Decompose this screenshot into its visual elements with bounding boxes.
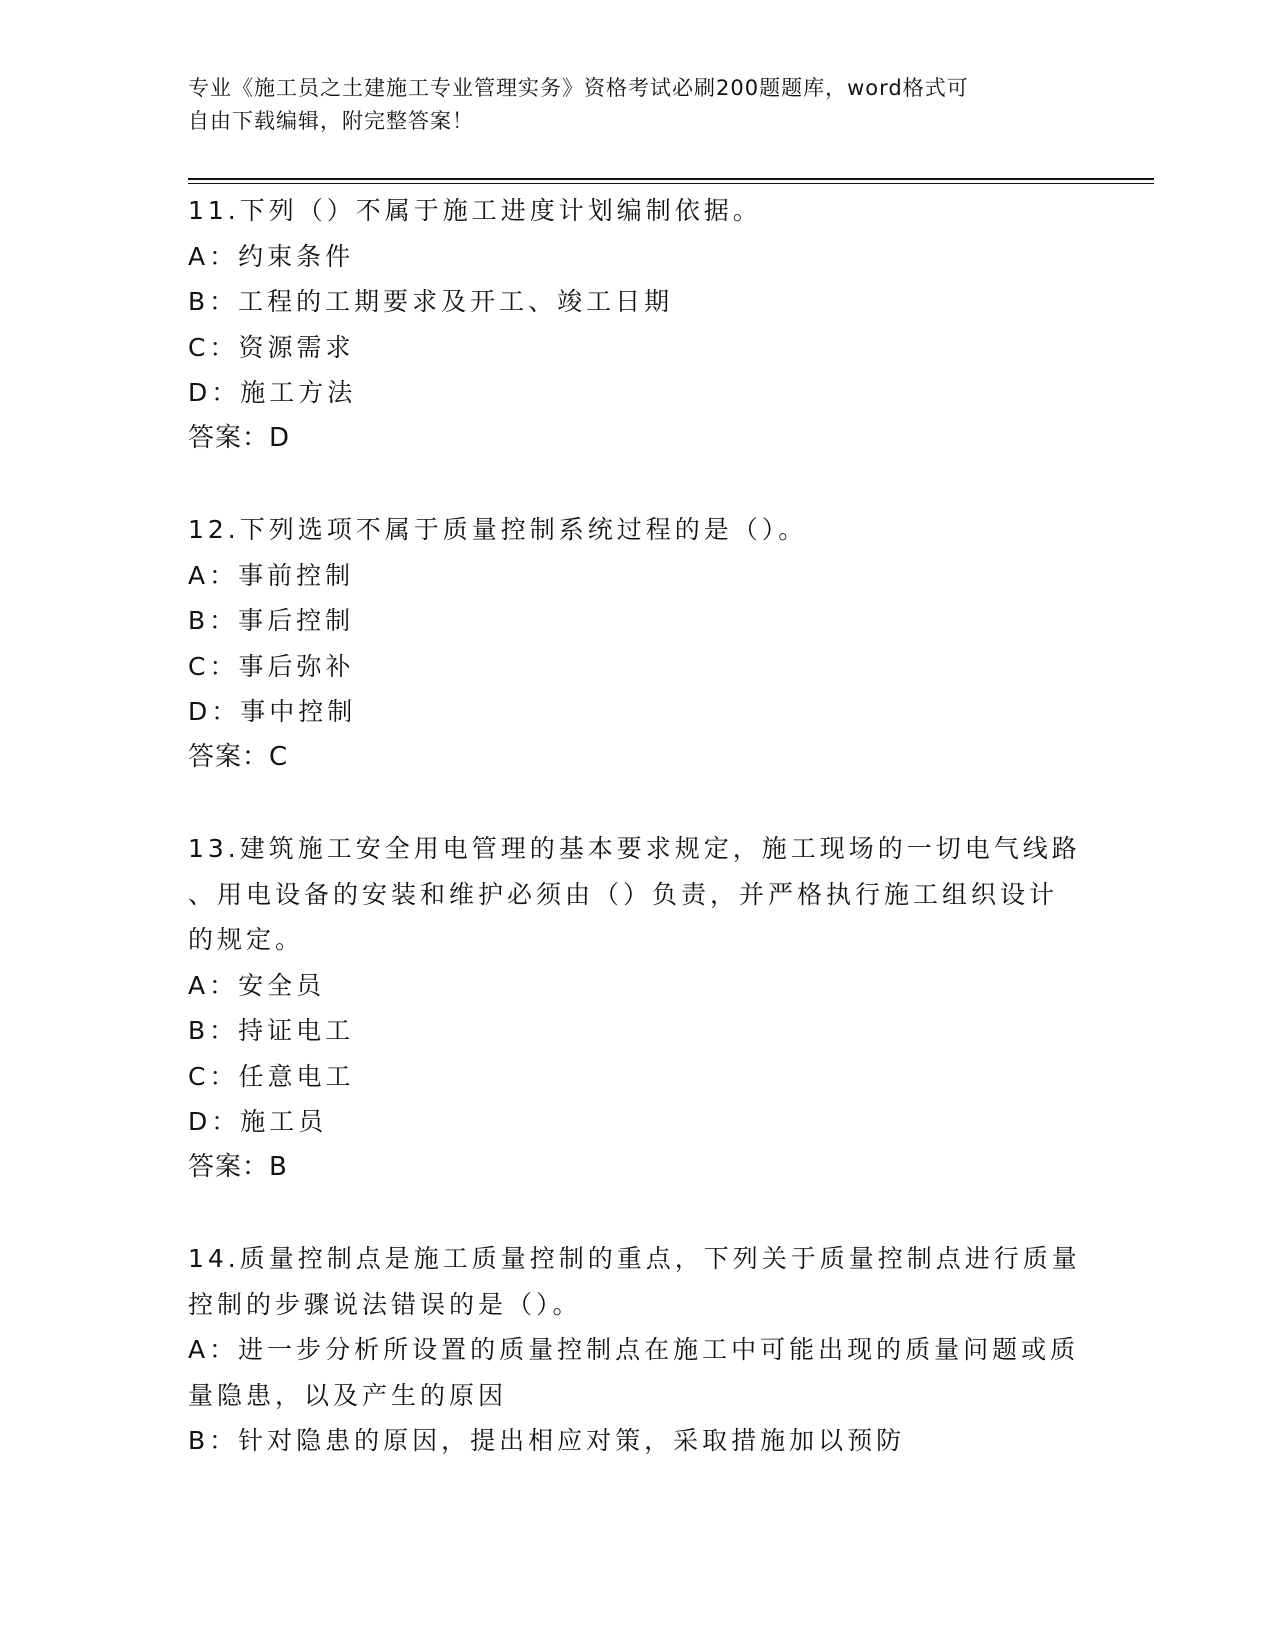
question-stem-line-3: 的规定。	[188, 925, 305, 954]
document-header	[188, 72, 1088, 138]
option-a-line-1: A：进一步分析所设置的质量控制点在施工中可能出现的质量问题或质	[188, 1335, 1080, 1364]
header-line-2: 自由下载编辑，附完整答案！	[188, 109, 474, 133]
answer: 答案：B	[188, 1151, 288, 1182]
option-a: A：事前控制	[188, 560, 355, 590]
option-b: B：针对隐患的原因，提出相应对策，采取措施加以预防	[188, 1426, 906, 1455]
option-d: D：施工方法	[188, 378, 357, 407]
question-14	[188, 1236, 1088, 1464]
question-stem: 12.下列选项不属于质量控制系统过程的是（）。	[188, 515, 808, 544]
header-line-1: 专业《施工员之土建施工专业管理实务》资格考试必刷200题题库，word格式可	[188, 76, 969, 100]
option-c: C：资源需求	[188, 332, 355, 362]
answer: 答案：C	[188, 741, 289, 772]
option-b: B：持证电工	[188, 1016, 355, 1045]
question-stem-line-1: 14.质量控制点是施工质量控制的重点，下列关于质量控制点进行质量	[188, 1244, 1081, 1273]
answer: 答案：D	[188, 422, 291, 453]
option-d: D：施工员	[188, 1107, 328, 1136]
question-stem-line-2: 、用电设备的安装和维护必须由（）负责，并严格执行施工组织设计	[188, 879, 1059, 909]
option-c: C：事后弥补	[188, 651, 355, 681]
question-list	[188, 188, 1088, 1510]
question-13	[188, 826, 1088, 1190]
question-stem-line-1: 13.建筑施工安全用电管理的基本要求规定，施工现场的一切电气线路	[188, 834, 1081, 863]
question-stem: 11.下列（）不属于施工进度计划编制依据。	[188, 196, 762, 225]
option-b: B：事后控制	[188, 606, 355, 635]
question-stem-line-2: 控制的步骤说法错误的是（）。	[188, 1289, 582, 1319]
header-divider-thick	[188, 178, 1154, 180]
question-11	[188, 188, 1088, 461]
option-a-line-2: 量隐患，以及产生的原因	[188, 1380, 508, 1410]
option-d: D：事中控制	[188, 697, 357, 726]
question-12	[188, 507, 1088, 780]
option-a: A：约束条件	[188, 241, 355, 271]
option-c: C：任意电工	[188, 1061, 355, 1091]
option-a: A：安全员	[188, 970, 326, 1000]
option-b: B：工程的工期要求及开工、竣工日期	[188, 287, 674, 316]
header-divider-thin	[188, 183, 1154, 184]
